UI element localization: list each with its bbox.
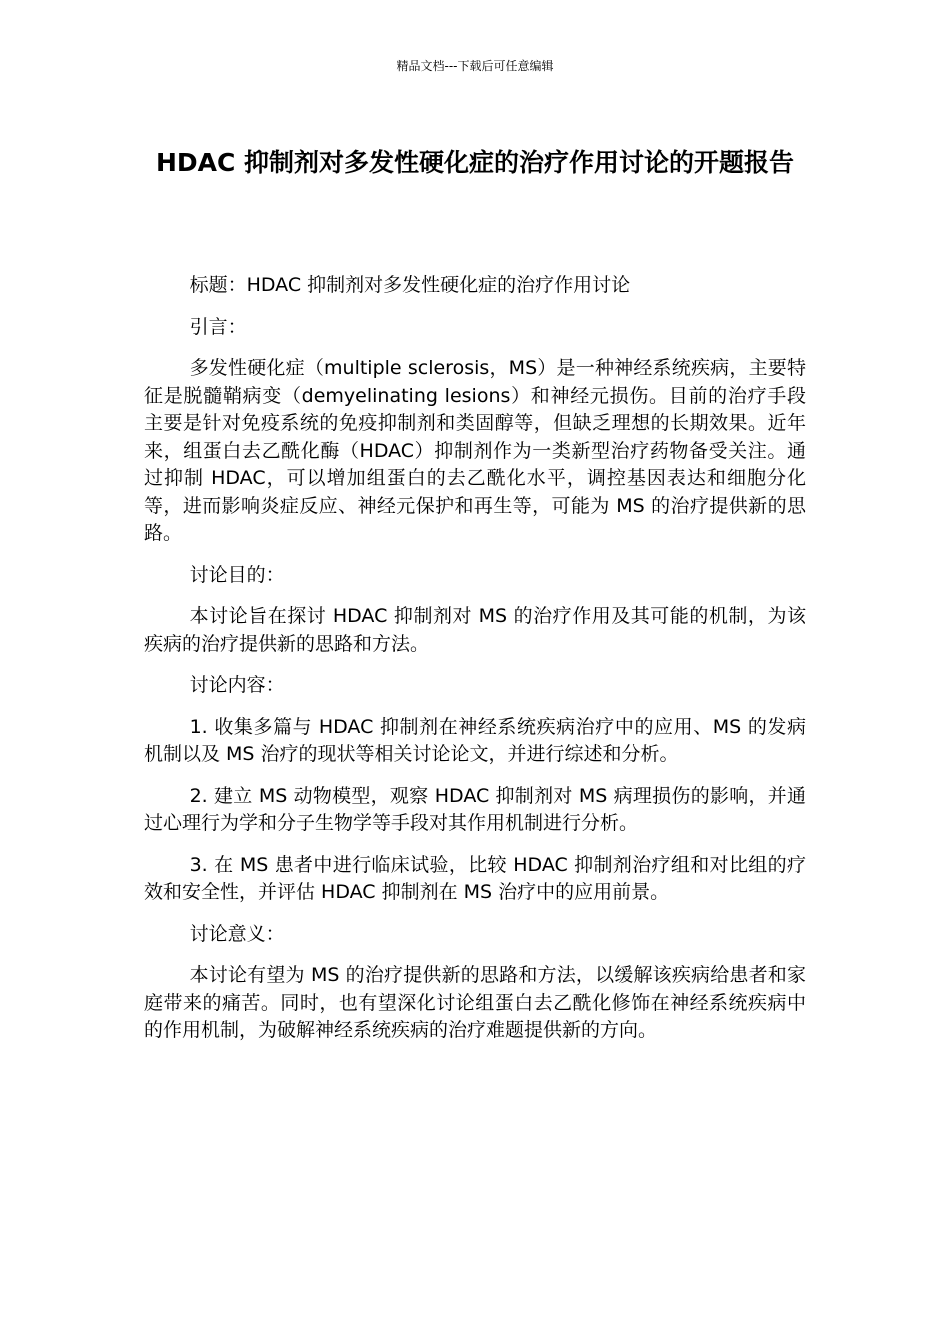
content-item-1: 1. 收集多篇与 HDAC 抑制剂在神经系统疾病治疗中的应用、MS 的发病机制以及 MS 治疗的现状等相关讨论论文，并进行综述和分析。 <box>144 715 806 765</box>
section-heading-significance: 讨论意义： <box>189 922 285 945</box>
document-body <box>144 272 806 1045</box>
title-line: 标题：HDAC 抑制剂对多发性硬化症的治疗作用讨论 <box>189 274 631 296</box>
section-heading-content: 讨论内容： <box>189 674 285 696</box>
significance-paragraph: 本讨论有望为 MS 的治疗提供新的思路和方法，以缓解该疾病给患者和家庭带来的痛苦。同时，也有望深化讨论组蛋白去乙酰化修饰在神经系统疾病中的作用机制，为破解神经系统疾病的治疗难题提供新的方向。 <box>144 964 806 1041</box>
purpose-paragraph: 本讨论旨在探讨 HDAC 抑制剂对 MS 的治疗作用及其可能的机制，为该疾病的治疗提供新的思路和方法。 <box>144 605 806 655</box>
content-item-2: 2. 建立 MS 动物模型，观察 HDAC 抑制剂对 MS 病理损伤的影响，并通过心理行为学和分子生物学等手段对其作用机制进行分析。 <box>144 784 806 834</box>
introduction-paragraph: 多发性硬化症（multiple sclerosis，MS）是一种神经系统疾病，主要特征是脱髓鞘病变（demyelinating lesions）和神经元损伤。目前的治疗手段主要是针对免疫系统的免疫抑制剂和类固醇等，但缺乏理想的长期效果。近年来，组蛋白去乙酰化酶（HDAC）抑制剂作为一类新型治疗药物备受关注。通过抑制 HDAC，可以增加组蛋白的去乙酰化水平，调控基因表达和细胞分化等，进而影响炎症反应、神经元保护和再生等，可能为 MS 的治疗提供新的思路。 <box>144 357 806 544</box>
header-note: 精品文档---下载后可任意编辑 <box>396 59 554 73</box>
section-heading-purpose: 讨论目的： <box>189 563 285 586</box>
content-item-3: 3. 在 MS 患者中进行临床试验，比较 HDAC 抑制剂治疗组和对比组的疗效和安全性，并评估 HDAC 抑制剂在 MS 治疗中的应用前景。 <box>144 853 806 903</box>
section-heading-introduction: 引言： <box>189 315 247 338</box>
document-title: HDAC 抑制剂对多发性硬化症的治疗作用讨论的开题报告 <box>155 148 795 177</box>
